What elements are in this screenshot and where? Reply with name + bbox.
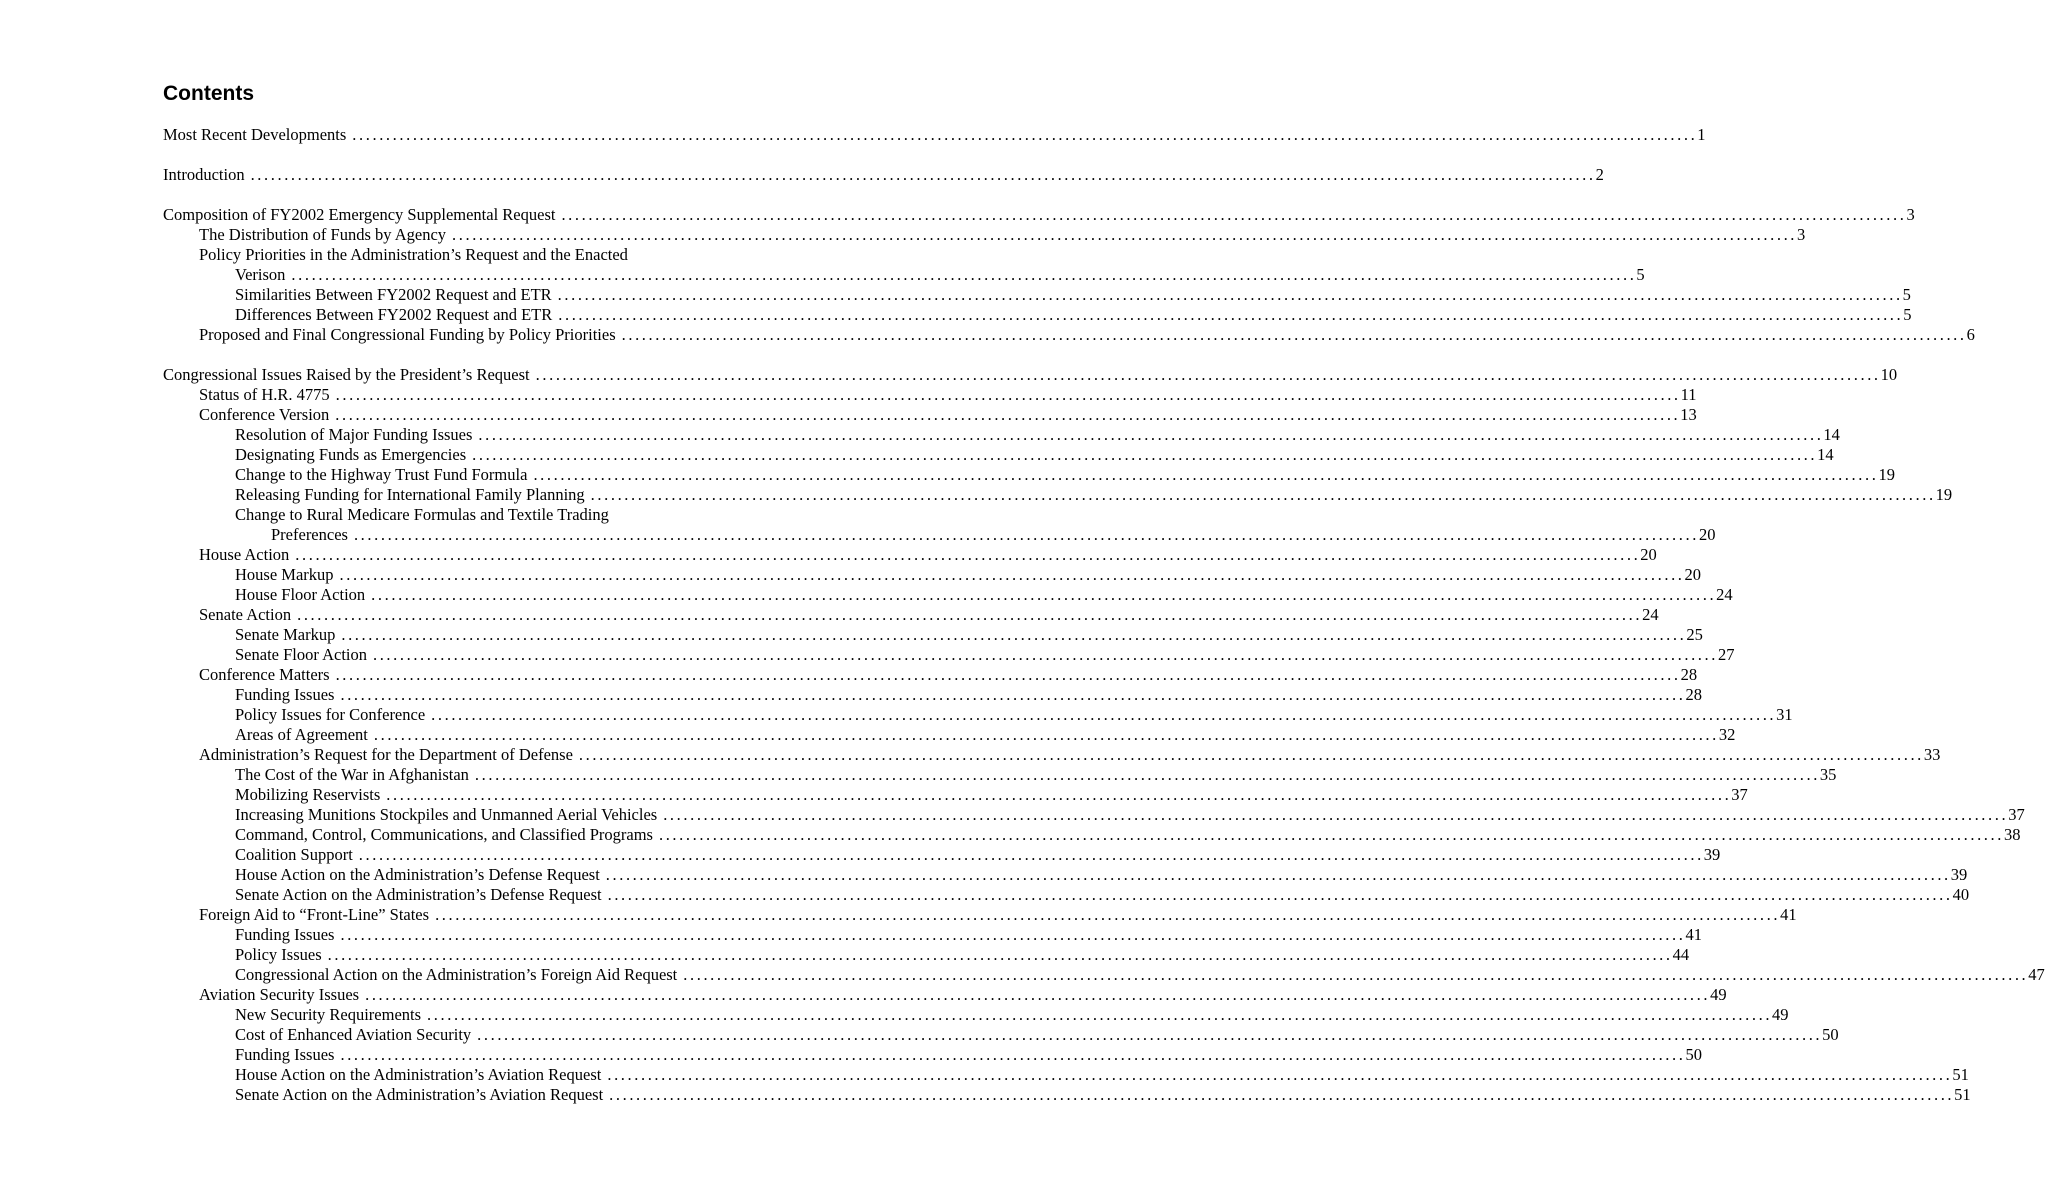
toc-entry-title: Increasing Munitions Stockpiles and Unmanned Aerial Vehicles xyxy=(235,805,658,824)
toc-leader-dots: ........................................................................................................................................................................................................ xyxy=(372,645,1718,664)
toc-page-number: 24 xyxy=(1642,605,1659,624)
toc-page-number: 38 xyxy=(2003,825,2021,844)
toc-entry[interactable] xyxy=(163,765,1837,785)
toc-entry-title: Mobilizing Reservists xyxy=(235,785,381,804)
toc-entry[interactable] xyxy=(163,485,1953,505)
toc-leader-dots: ........................................................................................................................................................................................................ xyxy=(535,365,1881,384)
toc-entry[interactable] xyxy=(163,985,1727,1005)
toc-entry[interactable] xyxy=(163,1025,1839,1045)
toc-entry-title: Administration’s Request for the Department of Defense xyxy=(199,745,573,764)
toc-leader-dots: ........................................................................................................................................................................................................ xyxy=(590,485,1936,504)
toc-leader-dots: ........................................................................................................................................................................................................ xyxy=(339,565,1685,584)
toc-entry[interactable] xyxy=(163,565,1702,585)
toc-entry-title: Most Recent Developments xyxy=(163,125,347,144)
toc-entry-title: Resolution of Major Funding Issues xyxy=(235,425,473,444)
toc-entry-title: Verison xyxy=(235,265,286,284)
toc-leader-dots: ........................................................................................................................................................................................................ xyxy=(352,125,1698,144)
toc-entry[interactable] xyxy=(163,205,1915,225)
toc-leader-dots: ........................................................................................................................................................................................................ xyxy=(427,1005,1773,1024)
toc-leader-dots: ........................................................................................................................................................................................................ xyxy=(335,665,1681,684)
toc-entry-title: House Markup xyxy=(235,565,334,584)
toc-leader-dots: ........................................................................................................................................................................................................ xyxy=(561,205,1907,224)
toc-entry-title: Similarities Between FY2002 Request and ETR xyxy=(235,285,552,304)
toc-page-number: 27 xyxy=(1717,645,1735,664)
toc-page-number: 33 xyxy=(1923,745,1941,764)
toc-page-number: 24 xyxy=(1716,585,1733,604)
toc-entry[interactable] xyxy=(163,505,758,525)
toc-leader-dots: ........................................................................................................................................................................................................ xyxy=(431,705,1777,724)
toc-entry[interactable] xyxy=(163,905,1797,925)
toc-page-number: 2 xyxy=(1595,165,1604,184)
toc-entry[interactable] xyxy=(163,965,2045,985)
toc-entry[interactable] xyxy=(163,745,1941,765)
toc-entry-title: Change to the Highway Trust Fund Formula xyxy=(235,465,528,484)
toc-leader-dots: ........................................................................................................................................................................................................ xyxy=(291,265,1637,284)
toc-leader-dots: ........................................................................................................................................................................................................ xyxy=(353,525,1699,544)
toc-entry[interactable] xyxy=(163,665,1698,685)
toc-entry[interactable] xyxy=(163,325,1975,345)
toc-page-number: 5 xyxy=(1636,265,1645,284)
toc-entry-title: Senate Floor Action xyxy=(235,645,367,664)
toc-entry[interactable] xyxy=(163,885,1970,905)
toc-page-number: 20 xyxy=(1684,565,1702,584)
toc-entry[interactable] xyxy=(163,545,1657,565)
toc-page-number: 14 xyxy=(1817,445,1834,464)
toc-entry[interactable] xyxy=(163,425,1840,445)
toc-entry-title: Change to Rural Medicare Formulas and Textile Trading xyxy=(235,505,609,524)
toc-leader-dots: ........................................................................................................................................................................................................ xyxy=(658,825,2004,844)
toc-leader-dots: ........................................................................................................................................................................................................ xyxy=(621,325,1967,344)
toc-leader-dots: ........................................................................................................................................................................................................ xyxy=(340,685,1686,704)
toc-leader-dots: ........................................................................................................................................................................................................ xyxy=(335,385,1681,404)
toc-leader-dots: ........................................................................................................................................................................................................ xyxy=(452,225,1798,244)
toc-page-number: 32 xyxy=(1718,725,1736,744)
toc-entry-title: House Action on the Administration’s Aviation Request xyxy=(235,1065,602,1084)
toc-leader-dots: ........................................................................................................................................................................................................ xyxy=(386,785,1732,804)
toc-entry-title: Designating Funds as Emergencies xyxy=(235,445,467,464)
toc-entry-title: Funding Issues xyxy=(235,685,335,704)
toc-entry[interactable] xyxy=(163,385,1697,405)
toc-entry[interactable] xyxy=(163,645,1735,665)
toc-entry-title: Funding Issues xyxy=(235,1045,335,1064)
toc-entry[interactable] xyxy=(163,685,1702,705)
toc-page-number: 49 xyxy=(1772,1005,1789,1024)
toc-leader-dots: ........................................................................................................................................................................................................ xyxy=(558,305,1904,324)
toc-leader-dots: ........................................................................................................................................................................................................ xyxy=(478,425,1824,444)
toc-entry-title: Conference Version xyxy=(199,405,330,424)
toc-leader-dots: ........................................................................................................................................................................................................ xyxy=(250,165,1596,184)
toc-entry-title: Senate Markup xyxy=(235,625,336,644)
toc-entry-title: House Action xyxy=(199,545,290,564)
toc-leader-dots: ........................................................................................................................................................................................................ xyxy=(663,805,2009,824)
toc-entry[interactable] xyxy=(163,1005,1789,1025)
toc-entry[interactable] xyxy=(163,945,1690,965)
toc-leader-dots: ........................................................................................................................................................................................................ xyxy=(607,885,1953,904)
toc-leader-dots: ........................................................................................................................................................................................................ xyxy=(474,765,1820,784)
toc-entry-title: New Security Requirements xyxy=(235,1005,422,1024)
toc-entry[interactable] xyxy=(163,165,1604,185)
toc-leader-dots: ........................................................................................................................................................................................................ xyxy=(365,985,1711,1004)
toc-entry-title: Areas of Agreement xyxy=(235,725,368,744)
toc-page-number: 39 xyxy=(1703,845,1721,864)
toc-entry-title: Introduction xyxy=(163,165,245,184)
toc-page-number: 19 xyxy=(1935,485,1953,504)
toc-entry-title: Congressional Action on the Administration’s Foreign Aid Request xyxy=(235,965,678,984)
toc-entry[interactable] xyxy=(163,265,1645,285)
toc-leader-dots: ........................................................................................................................................................................................................ xyxy=(578,745,1924,764)
toc-page-number: 31 xyxy=(1776,705,1793,724)
toc-leader-dots: ........................................................................................................................................................................................................ xyxy=(371,585,1717,604)
toc-entry[interactable] xyxy=(163,785,1748,805)
toc-entry[interactable] xyxy=(163,125,1706,145)
toc-entry-title: House Floor Action xyxy=(235,585,366,604)
toc-entry[interactable] xyxy=(163,365,1898,385)
toc-page-number: 20 xyxy=(1698,525,1716,544)
toc-entry[interactable] xyxy=(163,625,1703,645)
toc-page-number: 37 xyxy=(2008,805,2025,824)
toc-page-number: 39 xyxy=(1950,865,1968,884)
toc-entry-title: Senate Action on the Administration’s Aviation Request xyxy=(235,1085,604,1104)
toc-page-number: 51 xyxy=(1954,1085,1971,1104)
toc-leader-dots: ........................................................................................................................................................................................................ xyxy=(609,1085,1955,1104)
toc-entry[interactable] xyxy=(163,925,1702,945)
toc-entry-title: House Action on the Administration’s Defense Request xyxy=(235,865,600,884)
toc-entry-title: Foreign Aid to “Front-Line” States xyxy=(199,905,430,924)
toc-entry[interactable] xyxy=(163,245,758,265)
toc-entry[interactable] xyxy=(163,405,1697,425)
table-of-contents xyxy=(163,125,2045,1105)
toc-entry-title: Proposed and Final Congressional Funding by Policy Priorities xyxy=(199,325,616,344)
toc-page-number: 20 xyxy=(1640,545,1657,564)
toc-entry[interactable] xyxy=(163,825,2021,845)
toc-page-number: 3 xyxy=(1906,205,1915,224)
toc-page-number: 13 xyxy=(1680,405,1697,424)
toc-entry[interactable] xyxy=(163,845,1721,865)
toc-entry[interactable] xyxy=(163,305,1912,325)
toc-entry-title: Cost of Enhanced Aviation Security xyxy=(235,1025,472,1044)
toc-entry-title: Differences Between FY2002 Request and ETR xyxy=(235,305,553,324)
toc-entry-title: Senate Action on the Administration’s Defense Request xyxy=(235,885,602,904)
toc-entry[interactable] xyxy=(163,445,1834,465)
toc-page-number: 50 xyxy=(1685,1045,1702,1064)
toc-entry-title: Senate Action xyxy=(199,605,292,624)
toc-page-number: 5 xyxy=(1903,305,1912,324)
toc-page-number: 19 xyxy=(1878,465,1895,484)
toc-entry[interactable] xyxy=(163,805,2025,825)
toc-page-number: 40 xyxy=(1952,885,1970,904)
toc-page-number: 14 xyxy=(1823,425,1840,444)
toc-page-number: 44 xyxy=(1672,945,1690,964)
toc-entry[interactable] xyxy=(163,585,1733,605)
toc-entry[interactable] xyxy=(163,865,1968,885)
toc-entry[interactable] xyxy=(163,1065,1969,1085)
toc-entry-title: Conference Matters xyxy=(199,665,330,684)
toc-page-number: 41 xyxy=(1780,905,1797,924)
toc-entry[interactable] xyxy=(163,1085,1971,1105)
toc-page-number: 28 xyxy=(1685,685,1702,704)
toc-leader-dots: ........................................................................................................................................................................................................ xyxy=(340,1045,1686,1064)
toc-leader-dots: ........................................................................................................................................................................................................ xyxy=(607,1065,1953,1084)
toc-page-number: 51 xyxy=(1952,1065,1969,1084)
toc-page-number: 5 xyxy=(1902,285,1911,304)
page-title: Contents xyxy=(163,82,254,105)
toc-leader-dots: ........................................................................................................................................................................................................ xyxy=(683,965,2029,984)
toc-entry-title: Policy Issues xyxy=(235,945,322,964)
toc-entry-title: The Distribution of Funds by Agency xyxy=(199,225,447,244)
toc-entry-title: Policy Priorities in the Administration’s Request and the Enacted xyxy=(199,245,628,264)
toc-entry[interactable] xyxy=(163,705,1793,725)
toc-page-number: 41 xyxy=(1685,925,1702,944)
toc-leader-dots: ........................................................................................................................................................................................................ xyxy=(335,405,1681,424)
toc-leader-dots: ........................................................................................................................................................................................................ xyxy=(341,625,1687,644)
toc-entry-title: Preferences xyxy=(271,525,348,544)
toc-entry-title: Policy Issues for Conference xyxy=(235,705,426,724)
toc-page-number: 49 xyxy=(1710,985,1727,1004)
toc-entry-title: Command, Control, Communications, and Classified Programs xyxy=(235,825,653,844)
toc-leader-dots: ........................................................................................................................................................................................................ xyxy=(472,445,1818,464)
toc-leader-dots: ........................................................................................................................................................................................................ xyxy=(605,865,1951,884)
toc-entry[interactable] xyxy=(163,525,1716,545)
toc-page-number: 1 xyxy=(1697,125,1706,144)
toc-page-number: 35 xyxy=(1819,765,1837,784)
toc-leader-dots: ........................................................................................................................................................................................................ xyxy=(557,285,1903,304)
toc-entry-title: Releasing Funding for International Family Planning xyxy=(235,485,585,504)
toc-page-number: 37 xyxy=(1731,785,1748,804)
toc-entry-title: Funding Issues xyxy=(235,925,335,944)
toc-entry-title: Aviation Security Issues xyxy=(199,985,360,1004)
toc-entry-title: The Cost of the War in Afghanistan xyxy=(235,765,469,784)
toc-entry[interactable] xyxy=(163,1045,1702,1065)
toc-entry-title: Composition of FY2002 Emergency Supplemental Request xyxy=(163,205,556,224)
toc-entry[interactable] xyxy=(163,605,1659,625)
toc-leader-dots: ........................................................................................................................................................................................................ xyxy=(297,605,1643,624)
toc-page-number: 47 xyxy=(2028,965,2045,984)
toc-page-number: 50 xyxy=(1822,1025,1839,1044)
toc-page-number: 10 xyxy=(1880,365,1898,384)
toc-leader-dots: ........................................................................................................................................................................................................ xyxy=(435,905,1781,924)
toc-entry[interactable] xyxy=(163,285,1911,305)
toc-entry[interactable] xyxy=(163,465,1895,485)
toc-leader-dots: ........................................................................................................................................................................................................ xyxy=(340,925,1686,944)
toc-entry[interactable] xyxy=(163,225,1806,245)
toc-page-number: 3 xyxy=(1797,225,1806,244)
toc-leader-dots: ........................................................................................................................................................................................................ xyxy=(358,845,1704,864)
toc-page-number: 25 xyxy=(1686,625,1703,644)
toc-entry-title: Status of H.R. 4775 xyxy=(199,385,330,404)
toc-entry-title: Congressional Issues Raised by the President’s Request xyxy=(163,365,530,384)
toc-page-number: 11 xyxy=(1680,385,1697,404)
toc-leader-dots: ........................................................................................................................................................................................................ xyxy=(373,725,1719,744)
toc-entry-title: Coalition Support xyxy=(235,845,353,864)
toc-entry[interactable] xyxy=(163,725,1736,745)
toc-leader-dots: ........................................................................................................................................................................................................ xyxy=(533,465,1879,484)
toc-leader-dots: ........................................................................................................................................................................................................ xyxy=(477,1025,1823,1044)
toc-page-number: 28 xyxy=(1680,665,1698,684)
toc-page-number: 6 xyxy=(1966,325,1975,344)
toc-leader-dots: ........................................................................................................................................................................................................ xyxy=(327,945,1673,964)
toc-leader-dots: ........................................................................................................................................................................................................ xyxy=(295,545,1641,564)
